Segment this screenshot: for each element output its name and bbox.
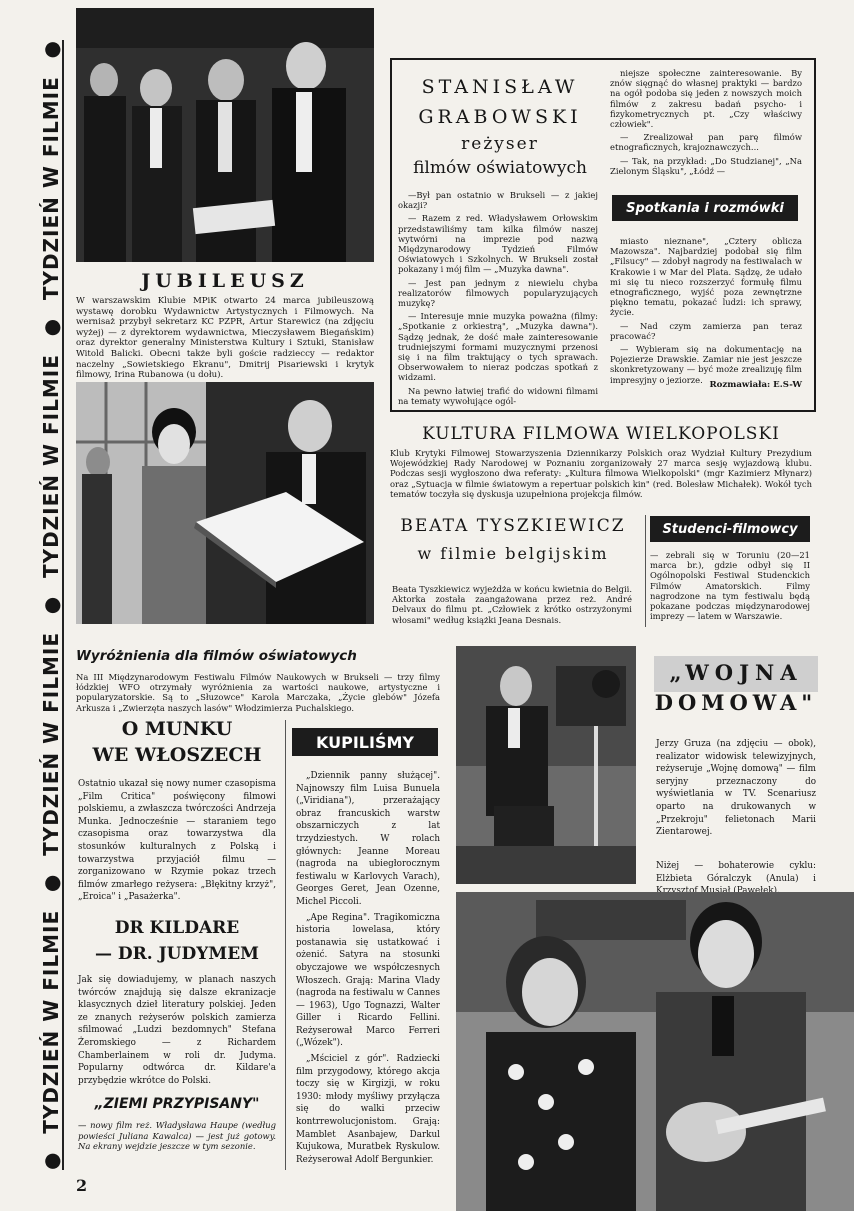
- interview-paragraph: Na pewno łatwiej trafić do widowni filmami na tematy wywołujące ogól-: [398, 385, 598, 406]
- wyroznienia-title: Wyróżnienia dla filmów oświatowych: [76, 648, 357, 664]
- kupilismy-paragraph: „Dziennik panny służącej". Najnowszy film Luisa Bunuela („Viridiana"), przerażający obraz francuskich warstw obszarniczych z lat trzydziestych. W rolach głównych: Jeanne Moreau (nagroda na ubiegłorocznym festiwalu w Karlovych Varach), Georges Geret, Jean Ozenne, Michel Piccoli.: [296, 771, 440, 907]
- jubileusz-text: W warszawskim Klubie MPiK otwarto 24 marca jubileuszową wystawę dorobku Wydawnictw Artystycznych i Filmowych. Na wernisaż przybył sekretarz KC PZPR, Artur Starewicz (na zdjęciu wyżej) — z dyrektorem wydawnictwa, Mieczysławem Biegańskim) oraz dyrektor generalny Ministerstwa Kultury i Sztuki, Stanisław Witold Balicki. Obecni także byli goście radzieccy — redaktor naczelny „Sowietskiego Ekranu", Dmitrij Pisariewski i krytyk filmowy, Irina Rubanowa (u dołu).: [76, 296, 374, 381]
- interview-paragraph: — Jest pan jednym z niewielu chyba realizatorów filmowych popularyzujących muzykę?: [398, 277, 598, 309]
- director-camera-photo: [456, 646, 636, 884]
- munk-title-2: WE WŁOSZECH: [92, 744, 262, 766]
- kupilismy-paragraph: „Mściciel z gór". Radziecki film przygodowy, którego akcja toczy się w Kirgizji, w roku 1930: młody myśliwy przyłącza się do walki przeciw kontrrewolucjonistom. Grają: Mamblet Asanbajew, Darkul Kujukowa, Muratbek Ryskulow. Reżyserował Adolf Bergunkier.: [296, 1054, 440, 1165]
- sidebar-bullet: ●: [39, 873, 63, 893]
- interview-paragraph: — Wybieram się na dokumentację na Pojezierze Drawskie. Zamiar nie jest jeszcze skonkretyzowany — być może zrealizuję film impresyjny o jeziorze.: [610, 344, 802, 385]
- jubileusz-title: JUBILEUSZ: [141, 270, 309, 292]
- grabowski-column-1: [398, 190, 598, 409]
- wojna-title-1: „WOJNA: [669, 660, 803, 685]
- grabowski-column-2b: [610, 236, 802, 388]
- sidebar-title: [32, 40, 66, 1170]
- sidebar-bullet: ●: [39, 595, 63, 615]
- wojna-text-2: Niżej — bohaterowie cyklu: Elżbieta Góralczyk (Anula) i: [656, 861, 816, 884]
- grabowski-role-2: filmów oświatowych: [413, 158, 587, 178]
- kultura-title: KULTURA FILMOWA WIELKOPOLSKI: [422, 424, 780, 444]
- beata-title-1: BEATA TYSZKIEWICZ: [400, 516, 626, 536]
- sidebar-text: TYDZIEŃ W FILMIE: [39, 909, 63, 1134]
- beata-text: Beata Tyszkiewicz wyjeżdża w końcu kwietnia do Belgii. Aktorka została zaangażowana przez reż. André Delvaux do filmu pt. „Człowiek z krótko ostrzyżonymi włosami" według książki Jeana Desnais.: [392, 584, 632, 625]
- kildare-title-1: DR KILDARE: [114, 918, 240, 938]
- interview-paragraph: — Interesuje mnie muzyka poważna (filmy: „Spotkanie z orkiestrą", „Muzyka dawna"). Sądzę jednak, że dość małe zainteresowanie trudniejszymi formami muzycznymi przenosi się i na film traktujący o tych sprawach. Obserwowałem to nieraz podczas spotkań z widzami.: [398, 311, 598, 383]
- kultura-text: Klub Krytyki Filmowej Stowarzyszenia Dziennikarzy Polskich oraz Wydział Kultury Prezydium Wojewódzkiej Rady Narodowej w Poznaniu zorganizowały 27 marca sesję wyjazdową klubu. Podczas sesji wygłoszono dwa referaty: „Kultura filmowa Wielkopolski" (mgr Kazimierz Młynarz) oraz „Sytuacja w filmie światowym a repertuar polskich kin" (red. Bolesław Michałek). Wokół tych tematów toczyła się dyskusja uzupełniona projekcja filmów.: [390, 448, 812, 499]
- wojna-title-2: DOMOWA": [654, 690, 818, 715]
- column-rule: [285, 720, 286, 1170]
- interview-paragraph: — Zrealizował pan parę filmów etnograficznych, krajoznawczych...: [610, 132, 802, 153]
- book-photo: [76, 382, 374, 624]
- beata-title-2: w filmie belgijskim: [417, 544, 609, 563]
- kildare-title-2: — DR. JUDYMEM: [95, 944, 259, 964]
- kupilismy-paragraph: „Ape Regina". Tragikomiczna historia lowelasa, który postanawia się ustatkować i ożenić. Satyra na stosunki obyczajowe we współczesnych Włoszech. Grają: Marina Vlady (nagroda na festiwalu w Cannes — 1963), Ugo Tognazzi, Walter Giller i Ricardo Fellini. Reżyserował Marco Ferreri („Wózek").: [296, 912, 440, 1049]
- grabowski-column-2a: [610, 68, 802, 179]
- ziemi-title: „ZIEMI PRZYPISANY": [94, 1096, 260, 1112]
- column-rule: [645, 515, 646, 627]
- wyroznienia-text: Na III Międzynarodowym Festiwalu Filmów Naukowych w Brukseli — trzy filmy łódzkiej WFO otrzymały wyróżnienia za wartości naukowe, artystyczne i popularyzatorskie. Są to „Słuzowce" Karola Marczaka, „Życie glebów" Józefa Arkusza i „Zwierzęta naszych lasów" Włodzimierza Puchalskiego.: [76, 672, 440, 713]
- studenci-text: — zebrali się w Toruniu (20—21 marca br.), gdzie odbył się II Ogólnopolski Festiwal Studenckich Filmów Amatorskich. Filmy nagrodzone na tym festiwalu będą pokazane podczas międzynarodowej imprezy — latem w Warszawie.: [650, 550, 810, 622]
- interview-paragraph: — Tak, na przykład: „Do Studzianej", „Na Zielonym Śląsku", „Łódź —: [610, 155, 802, 176]
- kupilismy-text: [296, 770, 440, 1169]
- exhibition-photo: [76, 8, 374, 262]
- wojna-text: Jerzy Gruza (na zdjęciu — obok), realizator widowisk telewizyjnych, reżyseruje „Wojnę domową" — film seryjny przeznaczony do wyświetlania w TV. Scenariusz oparto na drukowanych w „Przekroju" felietonach Marii Zientarowej.: [656, 739, 816, 838]
- kupilismy-badge: KUPILIŚMY: [292, 728, 438, 756]
- interview-paragraph: miasto nieznane", „Cztery oblicza Mazowsza". Najbardziej podobał się film „Filsucy" — zdobył nagrody na festiwalach w Krakowie i w Mar del Plata. Sądzę, że udało mi się tu nieco rozszerzyć formułę filmu etnograficznego, wyjść poza zewnętrzne piękno tematu, pokazać ludzi: ich sprawy, życie.: [610, 236, 802, 318]
- sidebar-bullet: ●: [39, 317, 63, 337]
- sidebar-bullet: ●: [39, 1151, 63, 1170]
- spotkania-badge: Spotkania i rozmówki: [612, 195, 798, 221]
- studenci-badge: Studenci-filmowcy: [650, 516, 810, 542]
- munk-title-1: O MUNKU: [121, 718, 233, 740]
- grabowski-role-1: reżyser: [461, 134, 539, 154]
- kildare-text: Jak się dowiadujemy, w planach naszych twórców znajdują się dalsze ekranizacje klasycznych dzieł literatury polskiej. Jeden ze znanych reżyserów polskich zamierza sfilmować „Ludzi bezdomnych" Stefana Żeromskiego — z Richardem Chamberlainem w roli dr. Judyma. Popularny odtwórca dr. Kildare'a przybędzie wkrótce do Polski.: [78, 975, 276, 1086]
- interview-paragraph: niejsze społeczne zainteresowanie. By znów sięgnąć do własnej praktyki — bardzo na ogół podoba się jeden z nowszych moich filmów z zakresu badań psycho- i fizykometrycznych pt. „Czy właściwy człowiek".: [610, 68, 802, 130]
- interview-paragraph: — Nad czym zamierza pan teraz pracować?: [610, 320, 802, 341]
- interview-paragraph: —Był pan ostatnio w Brukseli — z jakiej okazji?: [398, 190, 598, 211]
- munk-text: Ostatnio ukazał się nowy numer czasopisma „Film Critica" poświęcony filmowi polskiemu, a zwłaszcza twórczości Andrzeja Munka. Jednocześnie — staraniem tego czasopisma oraz towarzystwa dla stosunków kulturalnych z Polską i towarzystwa przyjaciół filmu — zorganizowano w Rzymie pokaz trzech filmów zmarłego reżysera: „Błękitny krzyż", „Eroica" i „Pasażerka".: [78, 779, 276, 903]
- interview-signature: Rozmawiała: E.S-W: [709, 380, 802, 390]
- ziemi-text: — nowy film reż. Władysława Haupe (według powieści Juliana Kawalca) — jest już gotowy. Na ekrany wejdzie jeszcze w tym sezonie.: [78, 1120, 276, 1152]
- grabowski-name-1: STANISŁAW: [421, 76, 579, 98]
- guitar-couple-photo: [456, 892, 854, 1211]
- sidebar-text: TYDZIEŃ W FILMIE: [39, 632, 63, 856]
- sidebar-text: TYDZIEŃ W FILMIE: [39, 76, 63, 301]
- sidebar-text: TYDZIEŃ W FILMIE: [39, 354, 63, 579]
- page-number: 2: [76, 1176, 88, 1195]
- grabowski-name-2: GRABOWSKI: [418, 106, 582, 128]
- interview-paragraph: — Razem z red. Władysławem Orłowskim przedstawiliśmy tam kilka filmów naszej wytwórni na imprezie pod nazwą Międzynarodowy Tydzień Filmów Oświatowych i Szkolnych. W Brukseli został pokazany i mój film — „Muzyka dawna".: [398, 213, 598, 275]
- sidebar-bullet: ●: [39, 40, 63, 59]
